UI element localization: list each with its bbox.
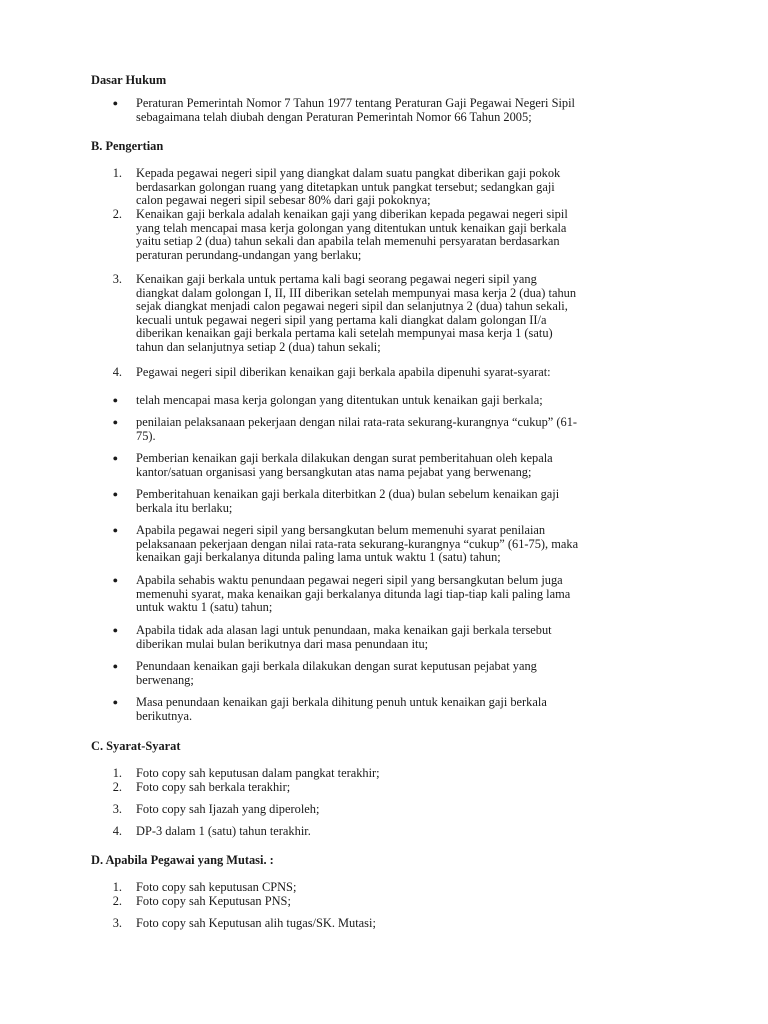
bullet-icon: ● bbox=[112, 661, 118, 671]
list-item-text: Penundaan kenaikan gaji berkala dilakukan dengan surat keputusan pejabat yang berwenang; bbox=[136, 659, 537, 687]
bullet-icon: ● bbox=[112, 625, 118, 635]
item-number: 2. bbox=[112, 207, 122, 221]
bullet-icon: ● bbox=[112, 417, 118, 427]
list-item-text: Apabila sehabis waktu penundaan pegawai negeri sipil yang bersangkutan belum juga memenuhi syarat, maka kenaikan gaji berkalanya ditunda lagi tiap-tiap kali paling lama untuk waktu 1 (satu) tahun; bbox=[136, 573, 571, 615]
bullet-icon: ● bbox=[112, 697, 118, 707]
list-item-text: Apabila tidak ada alasan lagi untuk penundaan, maka kenaikan gaji berkala tersebut diberikan mulai bulan berikutnya dari masa penundaan itu; bbox=[136, 623, 552, 651]
bullet-icon: ● bbox=[112, 453, 118, 463]
bullet-icon: ● bbox=[112, 489, 118, 499]
section-heading-pengertian: B. Pengertian bbox=[91, 139, 164, 153]
list-item-text: Foto copy sah Keputusan alih tugas/SK. Mutasi; bbox=[136, 916, 376, 930]
item-number: 4. bbox=[112, 824, 122, 838]
list-item-text: Kepada pegawai negeri sipil yang diangkat dalam suatu pangkat diberikan gaji pokok berdasarkan golongan ruang yang ditetapkan untuk pangkat tersebut; sedangkan gaji calon pegawai negeri sipil sebesar 80% dari gaji pokoknya; bbox=[136, 166, 561, 208]
bullet-icon: ● bbox=[112, 98, 118, 108]
list-item-text: Masa penundaan kenaikan gaji berkala dihitung penuh untuk kenaikan gaji berkala berikutnya. bbox=[136, 695, 547, 723]
bullet-icon: ● bbox=[112, 575, 118, 585]
item-number: 3. bbox=[112, 802, 122, 816]
list-item-text: Pemberitahuan kenaikan gaji berkala diterbitkan 2 (dua) bulan sebelum kenaikan gaji berkala itu berlaku; bbox=[136, 487, 560, 515]
list-item-text: Peraturan Pemerintah Nomor 7 Tahun 1977 tentang Peraturan Gaji Pegawai Negeri Sipil sebagaimana telah diubah dengan Peraturan Pemerintah Nomor 66 Tahun 2005; bbox=[136, 96, 576, 124]
list-item-text: DP-3 dalam 1 (satu) tahun terakhir. bbox=[136, 824, 311, 838]
section-heading-mutasi: D. Apabila Pegawai yang Mutasi. : bbox=[91, 853, 274, 867]
list-item-text: Apabila pegawai negeri sipil yang bersangkutan belum memenuhi syarat penilaian pelaksanaan pekerjaan dengan nilai rata-rata sekurang-kurangnya “cukup” (61-75), maka kenaikan gaji berkalanya ditunda paling lama untuk waktu 1 (satu) tahun; bbox=[136, 523, 579, 565]
list-item-text: Kenaikan gaji berkala untuk pertama kali bagi seorang pegawai negeri sipil yang diangkat dalam golongan I, II, III diberikan setelah mempunyai masa kerja 2 (dua) tahun sejak diangkat menjadi calon pegawai negeri sipil dan selanjutnya 2 (dua) tahun sekali, kecuali untuk pegawai negeri sipil yang pertama kali diangkat dalam golongan II/a diberikan kenaikan gaji berkala pertama kali setelah mempunyai masa kerja 1 (satu) tahun dan selanjutnya setiap 2 (dua) tahun sekali; bbox=[136, 272, 577, 354]
list-item-text: Foto copy sah Ijazah yang diperoleh; bbox=[136, 802, 320, 816]
list-item-text: Foto copy sah berkala terakhir; bbox=[136, 780, 291, 794]
section-heading-syarat: C. Syarat-Syarat bbox=[91, 739, 181, 753]
bullet-icon: ● bbox=[112, 525, 118, 535]
list-item-text: Pegawai negeri sipil diberikan kenaikan gaji berkala apabila dipenuhi syarat-syarat: bbox=[136, 365, 551, 379]
list-item-text: telah mencapai masa kerja golongan yang ditentukan untuk kenaikan gaji berkala; bbox=[136, 393, 543, 407]
item-number: 4. bbox=[112, 365, 122, 379]
bullet-icon: ● bbox=[112, 395, 118, 405]
item-number: 2. bbox=[112, 780, 122, 794]
list-item-text: Foto copy sah keputusan dalam pangkat terakhir; bbox=[136, 766, 380, 780]
list-item-text: Foto copy sah Keputusan PNS; bbox=[136, 894, 291, 908]
list-item-text: Foto copy sah keputusan CPNS; bbox=[136, 880, 297, 894]
list-item-text: penilaian pelaksanaan pekerjaan dengan nilai rata-rata sekurang-kurangnya “cukup” (61- 75). bbox=[136, 415, 578, 443]
item-number: 3. bbox=[112, 916, 122, 930]
list-item-text: Kenaikan gaji berkala adalah kenaikan gaji yang diberikan kepada pegawai negeri sipil yang telah mencapai masa kerja golongan yang ditentukan untuk kenaikan gaji berkala yaitu setiap 2 (dua) tahun sekali dan apabila telah memenuhi persyaratan berdasarkan peraturan perundang-undangan yang berlaku; bbox=[136, 207, 568, 262]
item-number: 1. bbox=[112, 766, 122, 780]
section-heading-dasar-hukum: Dasar Hukum bbox=[91, 73, 167, 87]
item-number: 1. bbox=[112, 166, 122, 180]
item-number: 1. bbox=[112, 880, 122, 894]
list-item-text: Pemberian kenaikan gaji berkala dilakukan dengan surat pemberitahuan oleh kepala kantor/satuan organisasi yang bersangkutan atas nama pejabat yang berwenang; bbox=[136, 451, 553, 479]
item-number: 2. bbox=[112, 894, 122, 908]
item-number: 3. bbox=[112, 272, 122, 286]
